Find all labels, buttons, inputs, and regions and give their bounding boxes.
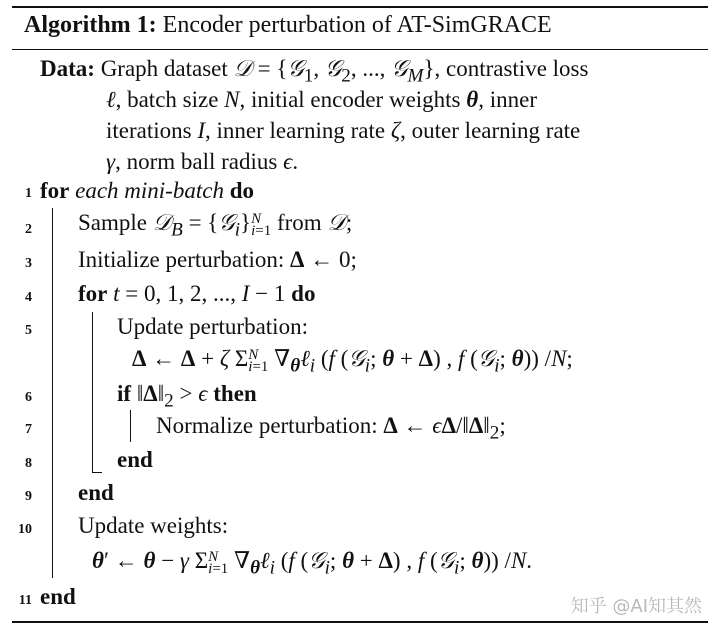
algorithm-title — [24, 12, 552, 39]
bottom-rule — [12, 621, 708, 623]
algorithm-name: Encoder perturbation of AT-SimGRACE — [162, 12, 552, 38]
line-number: 10 — [18, 522, 32, 537]
line-number: 8 — [25, 456, 32, 471]
code-line-5-formula: Δ ← Δ + ζ Σ N i=1 $\nabla_\theta\ell_i$ (f (𝒢$_i$; θ + Δ) , f (𝒢$_i$; θ)) /N; — [132, 346, 573, 377]
code-line-4: for t = 0, 1, 2, ..., I − 1 do — [78, 281, 316, 306]
line-number: 3 — [25, 256, 32, 271]
line-number: 6 — [25, 390, 32, 405]
scope-line-outer — [52, 208, 53, 578]
code-line-8: end — [117, 447, 153, 472]
line-number: 5 — [25, 323, 32, 338]
scope-line-inner-for — [92, 312, 93, 472]
line-number: 4 — [25, 290, 32, 305]
code-line-9: end — [78, 480, 114, 505]
data-label: Data: — [40, 56, 95, 81]
code-line-11: end — [40, 584, 76, 609]
title-rule — [12, 49, 708, 50]
code-line-5: Update perturbation: — [117, 314, 308, 339]
data-line-4: γ, norm ball radius ϵ. — [106, 149, 299, 174]
code-line-7: Normalize perturbation: Δ ← $\epsilon\Delta/‖\Delta‖_2$; — [156, 413, 506, 444]
top-rule — [12, 6, 708, 8]
code-line-3: Initialize perturbation: Δ ← 0; — [78, 247, 357, 272]
watermark: 知乎 @AI知其然 — [570, 596, 702, 617]
line-number: 11 — [18, 593, 32, 608]
data-line-1: Data: Graph dataset 𝒟 = {𝒢$_1$, 𝒢$_2$, ..., 𝒢$_M$}, contrastive loss — [40, 56, 589, 87]
line-number: 7 — [25, 422, 32, 437]
algorithm-label: Algorithm 1: — [24, 12, 157, 38]
line-number: 1 — [25, 186, 32, 201]
data-line-2: ℓ, batch size N, initial encoder weights θ, inner — [106, 87, 537, 112]
line-number: 2 — [25, 222, 32, 237]
scope-line-if — [130, 410, 131, 442]
code-line-10: Update weights: — [78, 513, 229, 538]
code-line-10-formula: θ′ ← θ − γ Σ N i=1 $\nabla_\theta\ell_i$ (f (𝒢$_i$; θ + Δ) , f (𝒢$_i$; θ)) /N. — [92, 548, 533, 579]
end-tick-inner-for — [92, 472, 102, 473]
code-line-1: for each mini-batch do — [40, 178, 254, 203]
line-number: 9 — [25, 489, 32, 504]
data-line-3: iterations I, inner learning rate ζ, outer learning rate — [106, 118, 581, 143]
code-line-6: if $‖\Delta‖_2 > \epsilon$ then — [117, 381, 257, 412]
code-line-2: Sample 𝒟$_B$ = {𝒢$_i$} N i=1 from 𝒟; — [78, 210, 353, 241]
